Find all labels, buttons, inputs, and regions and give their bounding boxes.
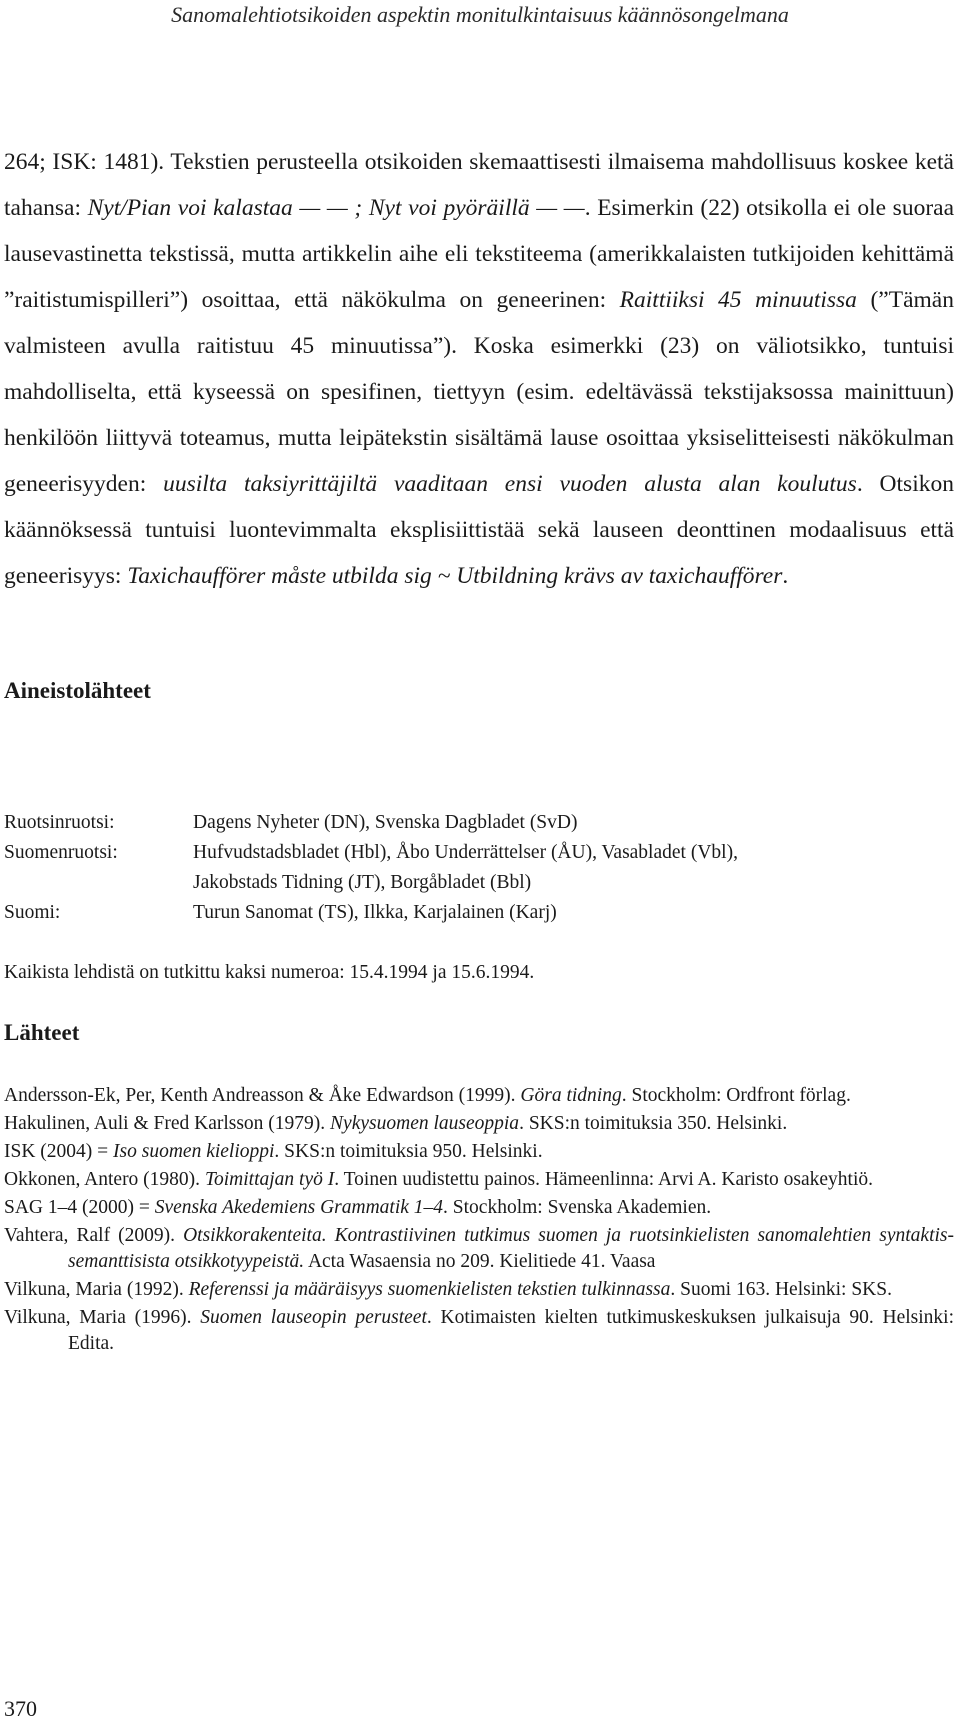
text-run: Andersson-Ek, Per, Kenth Andreasson & Åke Edwardson (1999). <box>4 1085 521 1106</box>
italic-run: uusilta taksiyrittäjiltä vaaditaan ensi vuoden alusta alan koulutus <box>163 471 857 497</box>
italic-run: Göra tidning <box>520 1085 622 1106</box>
sources-heading: Aineistolähteet <box>4 678 151 703</box>
text-run: Hakulinen, Auli & Fred Karlsson (1979). <box>4 1113 331 1134</box>
text-run: . SKS:n toimituksia 950. Helsinki. <box>274 1141 543 1162</box>
sources-row-value: Hufvudstadsbladet (Hbl), Åbo Underrättelser (ÅU), Vasabladet (Vbl), <box>193 842 738 863</box>
references-heading: Lähteet <box>4 1020 80 1045</box>
reference-item <box>4 1305 954 1357</box>
italic-run: Toimittajan työ I <box>204 1169 335 1190</box>
sources-note: Kaikista lehdistä on tutkittu kaksi numeroa: 15.4.1994 ja 15.6.1994. <box>4 962 535 983</box>
sources-row-label: Suomi: <box>4 902 61 923</box>
body-paragraph <box>4 139 954 599</box>
sources-row-value: Dagens Nyheter (DN), Svenska Dagbladet (SvD) <box>193 812 578 833</box>
italic-run: Otsikkorakenteita. Kontrastiivinen tutkimus suomen ja ruotsinkielisten sanomalehtien syntaktis-semanttisista otsikkotyypeistä. <box>68 1225 954 1272</box>
reference-list <box>4 1083 954 1359</box>
text-run: SAG 1–4 (2000) = <box>4 1197 155 1218</box>
text-run: . <box>782 563 789 589</box>
reference-item <box>4 1223 954 1275</box>
page-number: 370 <box>4 1696 37 1721</box>
italic-run: Iso suomen kielioppi <box>113 1141 275 1162</box>
text-run: . Kotimaisten kielten tutkimuskeskuksen julkaisuja 90. Helsinki: Edita. <box>68 1307 954 1354</box>
sources-row-label: Ruotsinruotsi: <box>4 812 115 833</box>
text-run: . Esimerkin (22) otsikolla ei ole suoraa lausevastinetta tekstissä, mutta artikkelin aihe eli tekstiteema (amerikkalaisten tutkijoiden kehittämä ”raitistumispilleri”) osoittaa, että näkökulma on geneerinen: <box>4 195 954 313</box>
sources-table <box>4 808 924 928</box>
sources-row <box>4 868 924 898</box>
reference-item <box>4 1277 954 1303</box>
reference-item <box>4 1167 954 1193</box>
text-run: . SKS:n toimituksia 350. Helsinki. <box>519 1113 788 1134</box>
italic-run: Referenssi ja määräisyys suomenkielisten tekstien tulkinnassa <box>188 1279 671 1300</box>
running-header: Sanomalehtiotsikoiden aspektin monitulkintaisuus käännösongelmana <box>171 2 789 27</box>
text-run: Okkonen, Antero (1980). <box>4 1169 205 1190</box>
italic-run: Nyt/Pian voi kalastaa — — ; Nyt voi pyöräillä — — <box>87 195 585 221</box>
reference-item <box>4 1083 954 1109</box>
sources-row <box>4 838 924 868</box>
text-run: Vilkuna, Maria (1996). <box>4 1307 201 1328</box>
text-run: Acta Wasaensia no 209. Kielitiede 41. Vaasa <box>304 1251 656 1272</box>
text-run: ISK (2004) = <box>4 1141 114 1162</box>
text-run: . Toinen uudistettu painos. Hämeenlinna: Arvi A. Karisto osakeyhtiö. <box>334 1169 874 1190</box>
text-run: 264; ISK: 1481). Tekstien perusteella otsikoiden skemaattisesti ilmaisema mahdollisuus koskee ketä tahansa: <box>4 149 954 221</box>
sources-row-label: Suomenruotsi: <box>4 842 118 863</box>
text-run: (”Tämän valmisteen avulla raitistuu 45 minuutissa”). Koska esimerkki (23) on väliotsikko, tuntuisi mahdolliselta, että kyseessä on spesifinen, tiettyyn (esim. edeltävässä tekstijaksossa mainittuun) henkilöön liittyvä toteamus, mutta leipätekstin sisältämä lause osoittaa yksiselitteisesti näkökulman geneerisyyden: <box>4 287 954 497</box>
reference-item <box>4 1139 954 1165</box>
text-run: . Suomi 163. Helsinki: SKS. <box>670 1279 892 1300</box>
italic-run: Taxichaufförer måste utbilda sig ~ Utbildning krävs av taxichaufförer <box>127 563 783 589</box>
sources-row-value: Turun Sanomat (TS), Ilkka, Karjalainen (Karj) <box>193 902 557 923</box>
italic-run: Nykysuomen lauseoppia <box>330 1113 520 1134</box>
sources-row-value: Jakobstads Tidning (JT), Borgåbladet (Bbl) <box>193 872 532 893</box>
reference-item <box>4 1111 954 1137</box>
sources-row-label <box>4 868 193 898</box>
text-run: Vilkuna, Maria (1992). <box>4 1279 189 1300</box>
italic-run: Suomen lauseopin perusteet <box>200 1307 427 1328</box>
sources-row <box>4 898 924 928</box>
italic-run: Svenska Akedemiens Grammatik 1–4 <box>154 1197 444 1218</box>
sources-row <box>4 808 924 838</box>
reference-item <box>4 1195 954 1221</box>
text-run: . Stockholm: Ordfront förlag. <box>621 1085 851 1106</box>
italic-run: Raittiiksi 45 minuutissa <box>619 287 857 313</box>
text-run: Vahtera, Ralf (2009). <box>4 1225 184 1246</box>
text-run: . Otsikon käännöksessä tuntuisi luontevimmalta eksplisiittistää sekä lauseen deonttinen modaalisuus että geneerisyys: <box>4 471 954 589</box>
text-run: . Stockholm: Svenska Akademien. <box>443 1197 712 1218</box>
